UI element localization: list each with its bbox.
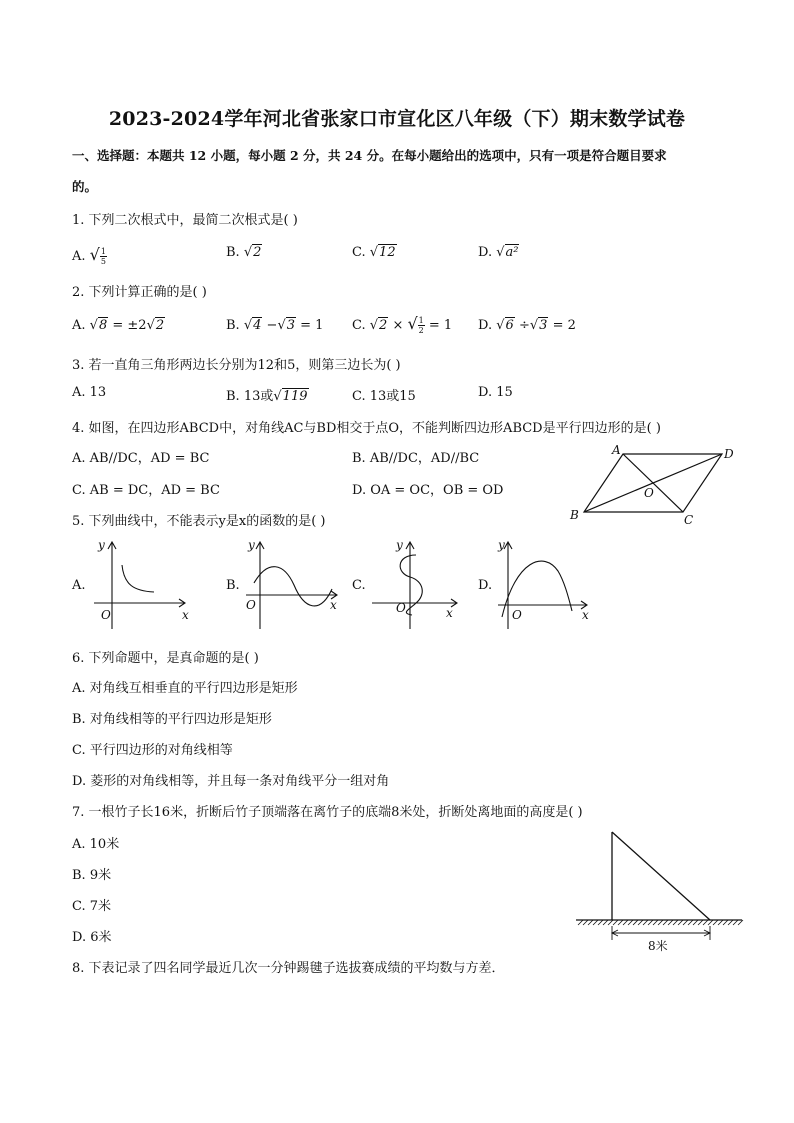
sine-curve — [254, 567, 332, 606]
q5-option-b[interactable]: B. — [226, 578, 240, 593]
q7-option-c[interactable]: C. 7米 — [72, 899, 112, 914]
parallelogram-figure — [566, 440, 746, 530]
question-7-stem: 7. 一根竹子长16米，折断后竹子顶端落在离竹子的底端8米处，折断处离地面的高度是( ) — [72, 805, 583, 820]
q6-option-d[interactable]: D. 菱形的对角线相等，并且每一条对角线平分一组对角 — [72, 774, 390, 789]
page-title: 2023-2024学年河北省张家口市宣化区八年级（下）期末数学试卷 — [108, 108, 686, 130]
hatch-mark — [728, 920, 733, 925]
q4-option-b[interactable]: B. AB//DC，AD//BC — [352, 451, 480, 466]
radicand: 2 — [253, 245, 262, 260]
q5-option-d[interactable]: D. — [478, 578, 493, 593]
q3-option-b[interactable]: B. 13或√119 — [226, 389, 308, 404]
question-5-stem: 5. 下列曲线中，不能表示y是x的函数的是( ) — [72, 514, 326, 529]
hatch-mark — [668, 920, 673, 925]
hatch-mark — [708, 920, 713, 925]
option-letter: D. — [478, 318, 493, 333]
q5-option-a[interactable]: A. — [72, 578, 86, 593]
q3-option-a[interactable]: A. 13 — [72, 385, 107, 400]
hatch-mark — [688, 920, 693, 925]
hyperbola-curve — [122, 565, 154, 592]
origin-label: O — [512, 608, 522, 622]
radicand: 3 — [539, 318, 548, 333]
q6-option-a[interactable]: A. 对角线互相垂直的平行四边形是矩形 — [72, 681, 298, 696]
q4-option-a[interactable]: A. AB//DC，AD = BC — [72, 451, 210, 466]
question-2-stem: 2. 下列计算正确的是( ) — [72, 285, 207, 300]
hatch-mark — [638, 920, 643, 925]
section-heading-cont: 的。 — [72, 179, 98, 194]
hatch-mark — [663, 920, 668, 925]
q7-option-b[interactable]: B. 9米 — [72, 868, 112, 883]
expr: = 2 — [552, 318, 576, 333]
origin-label: O — [101, 608, 111, 622]
frac-num: 1 — [418, 316, 424, 325]
q5-graph-a — [88, 533, 198, 633]
frac-num: 1 — [100, 247, 106, 256]
hatch-mark — [713, 920, 718, 925]
origin-label: O — [396, 601, 406, 615]
question-8-stem: 8. 下表记录了四名同学最近几次一分钟踢毽子选拔赛成绩的平均数与方差． — [72, 961, 505, 976]
hatch-mark — [698, 920, 703, 925]
x-label: x — [330, 598, 337, 612]
operator: − — [266, 318, 278, 333]
hatch-mark — [618, 920, 623, 925]
hatch-mark — [613, 920, 618, 925]
hatch-mark — [693, 920, 698, 925]
q4-option-d[interactable]: D. OA = OC，OB = OD — [352, 483, 504, 498]
q7-option-d[interactable]: D. 6米 — [72, 930, 112, 945]
hatch-mark — [703, 920, 708, 925]
operator: ÷ — [518, 318, 530, 333]
q1-option-c[interactable]: C. √12 — [352, 245, 396, 260]
ground-hatch — [578, 920, 743, 925]
q5-graph-d — [494, 533, 604, 633]
hatch-mark — [578, 920, 583, 925]
distance-label: 8米 — [648, 939, 668, 953]
radicand: 12 — [379, 245, 396, 260]
point-o-label: O — [644, 486, 654, 500]
q7-option-a[interactable]: A. 10米 — [72, 837, 120, 852]
hatch-mark — [733, 920, 738, 925]
radicand: a² — [505, 245, 519, 260]
y-label: y — [98, 538, 105, 552]
expr: = ±2 — [112, 318, 147, 333]
hatch-mark — [683, 920, 688, 925]
q1-option-b[interactable]: B. √2 — [226, 245, 262, 260]
diagonal-bd — [584, 454, 722, 512]
radicand: 119 — [282, 389, 308, 404]
y-label: y — [396, 538, 403, 552]
option-letter: D. — [478, 245, 493, 260]
q1-option-a[interactable]: A. √ $\frac{1}{5}$ — [72, 245, 106, 266]
radicand: 4 — [253, 318, 262, 333]
operator: × — [392, 318, 404, 333]
y-label: y — [248, 538, 255, 552]
bamboo-figure — [570, 828, 750, 958]
hatch-mark — [628, 920, 633, 925]
radicand: 8 — [98, 318, 108, 333]
frac-den: 5 — [100, 257, 106, 266]
hatch-mark — [633, 920, 638, 925]
question-3-stem: 3. 若一直角三角形两边长分别为12和5，则第三边长为( ) — [72, 358, 401, 373]
option-letter: B. — [226, 318, 240, 333]
hatch-mark — [593, 920, 598, 925]
vertex-c-label: C — [684, 513, 694, 527]
question-1-stem: 1. 下列二次根式中，最简二次根式是( ) — [72, 213, 298, 228]
hatch-mark — [588, 920, 593, 925]
radicand: 3 — [286, 318, 296, 333]
option-letter: A. — [72, 249, 86, 264]
hatch-mark — [603, 920, 608, 925]
x-label: x — [582, 608, 589, 622]
radicand: 2 — [379, 318, 388, 333]
question-6-stem: 6. 下列命题中，是真命题的是( ) — [72, 651, 259, 666]
hatch-mark — [658, 920, 663, 925]
hatch-mark — [608, 920, 613, 925]
radicand: 2 — [155, 318, 165, 333]
q2-option-b[interactable]: B. √4 −√3 = 1 — [226, 318, 324, 333]
expr: = 1 — [300, 318, 324, 333]
question-4-stem: 4. 如图，在四边形ABCD中，对角线AC与BD相交于点O，不能判断四边形ABCD是平行四边形的是( ) — [72, 421, 661, 436]
option-text: B. 13或 — [226, 389, 274, 404]
origin-label: O — [246, 598, 256, 612]
frac-den: 2 — [418, 326, 424, 335]
x-label: x — [446, 606, 453, 620]
radicand: 6 — [505, 318, 514, 333]
x-label: x — [182, 608, 189, 622]
hatch-mark — [723, 920, 728, 925]
hatch-mark — [598, 920, 603, 925]
vertex-a-label: A — [612, 443, 621, 457]
y-label: y — [498, 538, 505, 552]
option-letter: C. — [352, 318, 366, 333]
q3-option-c[interactable]: C. 13或15 — [352, 389, 416, 404]
option-letter: B. — [226, 245, 240, 260]
bamboo-broken-part — [612, 832, 710, 920]
hatch-mark — [718, 920, 723, 925]
q4-option-c[interactable]: C. AB = DC，AD = BC — [72, 483, 220, 498]
q5-graph-c — [366, 533, 476, 633]
q6-option-c[interactable]: C. 平行四边形的对角线相等 — [72, 743, 233, 758]
hatch-mark — [623, 920, 628, 925]
q5-option-c[interactable]: C. — [352, 578, 366, 593]
option-letter: C. — [352, 245, 366, 260]
vertex-d-label: D — [724, 447, 734, 461]
hatch-mark — [678, 920, 683, 925]
q3-option-d[interactable]: D. 15 — [478, 385, 513, 400]
q2-option-a[interactable]: A. √8 = ±2√2 — [72, 318, 165, 333]
vertex-b-label: B — [570, 508, 579, 522]
q2-option-c[interactable]: C. √2 × √ $\frac{1}{2}$ = 1 — [352, 314, 453, 335]
expr: = 1 — [428, 318, 453, 333]
option-letter: A. — [72, 318, 86, 333]
section-heading: 一、选择题：本题共 12 小题，每小题 2 分，共 24 分。在每小题给出的选项中，只有一项是符合题目要求 — [72, 148, 667, 163]
hatch-mark — [643, 920, 648, 925]
hatch-mark — [673, 920, 678, 925]
hatch-mark — [738, 920, 743, 925]
q1-option-d[interactable]: D. √a² — [478, 245, 519, 260]
hatch-mark — [648, 920, 653, 925]
q5-graph-b — [240, 533, 350, 633]
hatch-mark — [653, 920, 658, 925]
q2-option-d[interactable]: D. √6 ÷√3 = 2 — [478, 318, 576, 333]
hatch-mark — [583, 920, 588, 925]
q6-option-b[interactable]: B. 对角线相等的平行四边形是矩形 — [72, 712, 272, 727]
